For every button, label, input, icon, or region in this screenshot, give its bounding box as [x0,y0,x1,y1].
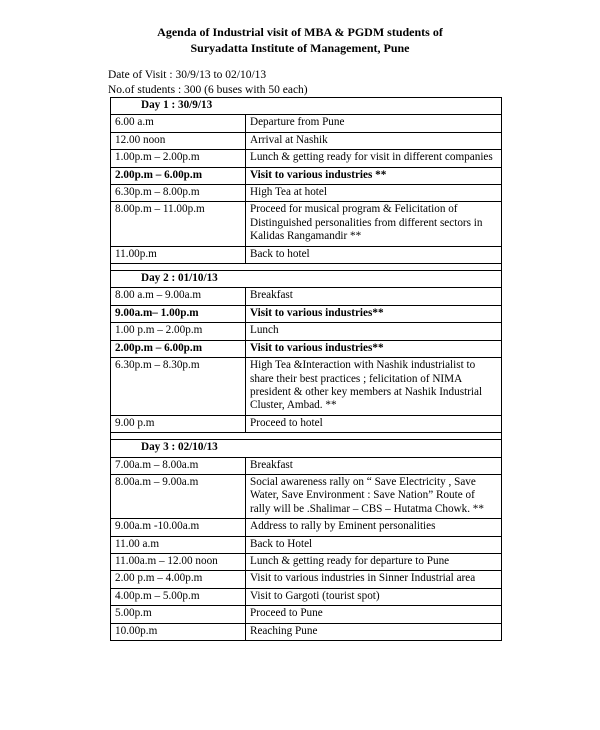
day-spacer-row [111,264,502,271]
agenda-activity: Departure from Pune [246,115,502,132]
agenda-row [111,185,502,202]
agenda-row [111,588,502,605]
agenda-activity: Proceed to hotel [246,415,502,432]
agenda-activity: Breakfast [246,288,502,305]
agenda-activity: Proceed to Pune [246,606,502,623]
agenda-row [111,246,502,263]
agenda-activity: High Tea &Interaction with Nashik industrialist to share their best practices ; felicitation of NIMA president & other key members at Nashik Industrial Cluster, Ambad. ** [246,358,502,416]
agenda-row [111,623,502,640]
agenda-activity: High Tea at hotel [246,185,502,202]
agenda-activity: Lunch [246,323,502,340]
agenda-row [111,323,502,340]
agenda-activity: Lunch & getting ready for departure to Pune [246,553,502,570]
agenda-activity: Visit to various industries in Sinner Industrial area [246,571,502,588]
agenda-time: 8.00a.m – 9.00a.m [111,474,246,518]
agenda-activity: Back to hotel [246,246,502,263]
agenda-row [111,415,502,432]
title-line-2: Suryadatta Institute of Management, Pune [190,41,410,55]
day-label: Day 3 : 02/10/13 [111,440,502,457]
agenda-time: 6.30p.m – 8.00p.m [111,185,246,202]
agenda-row [111,132,502,149]
agenda-time: 11.00 a.m [111,536,246,553]
agenda-row [111,553,502,570]
agenda-row [111,358,502,416]
agenda-time: 11.00p.m [111,246,246,263]
agenda-time: 2.00p.m – 6.00p.m [111,167,246,184]
agenda-time: 6.00 a.m [111,115,246,132]
agenda-time: 12.00 noon [111,132,246,149]
agenda-activity: Arrival at Nashik [246,132,502,149]
date-of-visit: Date of Visit : 30/9/13 to 02/10/13 [108,69,267,81]
agenda-row [111,474,502,518]
agenda-time: 9.00a.m -10.00a.m [111,519,246,536]
agenda-activity: Lunch & getting ready for visit in different companies [246,150,502,167]
agenda-row [111,150,502,167]
agenda-time: 1.00 p.m – 2.00p.m [111,323,246,340]
number-of-students: No.of students : 300 (6 buses with 50 each) [108,84,308,96]
agenda-activity: Visit to various industries** [246,305,502,322]
title-line-1: Agenda of Industrial visit of MBA & PGDM students of [157,25,443,39]
visit-meta [108,68,308,98]
spacer-cell [111,264,502,271]
agenda-row [111,536,502,553]
agenda-time: 9.00 p.m [111,415,246,432]
agenda-table [110,97,502,641]
day-header-row [111,440,502,457]
agenda-activity: Address to rally by Eminent personalities [246,519,502,536]
day-label: Day 2 : 01/10/13 [111,271,502,288]
agenda-row [111,606,502,623]
agenda-activity: Visit to Gargoti (tourist spot) [246,588,502,605]
day-spacer-row [111,433,502,440]
agenda-time: 2.00 p.m – 4.00p.m [111,571,246,588]
agenda-activity: Breakfast [246,457,502,474]
agenda-time: 6.30p.m – 8.30p.m [111,358,246,416]
agenda-activity: Proceed for musical program & Felicitation of Distinguished personalities from different sectors in Kalidas Rangamandir ** [246,202,502,246]
page-title [0,24,600,56]
agenda-time: 8.00p.m – 11.00p.m [111,202,246,246]
agenda-time: 1.00p.m – 2.00p.m [111,150,246,167]
agenda-time: 2.00p.m – 6.00p.m [111,340,246,357]
day-label: Day 1 : 30/9/13 [111,98,502,115]
agenda-activity: Social awareness rally on “ Save Electricity , Save Water, Save Environment : Save Nation” Route of rally will be .Shalimar – CBS – Hutatma Chowk. ** [246,474,502,518]
agenda-row [111,340,502,357]
agenda-row [111,571,502,588]
agenda-time: 11.00a.m – 12.00 noon [111,553,246,570]
day-header-row [111,98,502,115]
spacer-cell [111,433,502,440]
agenda-row [111,115,502,132]
agenda-row [111,202,502,246]
agenda-row [111,305,502,322]
agenda-row [111,288,502,305]
agenda-time: 4.00p.m – 5.00p.m [111,588,246,605]
agenda-row [111,167,502,184]
agenda-time: 10.00p.m [111,623,246,640]
agenda-activity: Reaching Pune [246,623,502,640]
agenda-time: 8.00 a.m – 9.00a.m [111,288,246,305]
agenda-activity: Visit to various industries ** [246,167,502,184]
agenda-time: 5.00p.m [111,606,246,623]
agenda-row [111,519,502,536]
agenda-activity: Back to Hotel [246,536,502,553]
agenda-row [111,457,502,474]
day-header-row [111,271,502,288]
agenda-time: 7.00a.m – 8.00a.m [111,457,246,474]
agenda-activity: Visit to various industries** [246,340,502,357]
agenda-time: 9.00a.m– 1.00p.m [111,305,246,322]
